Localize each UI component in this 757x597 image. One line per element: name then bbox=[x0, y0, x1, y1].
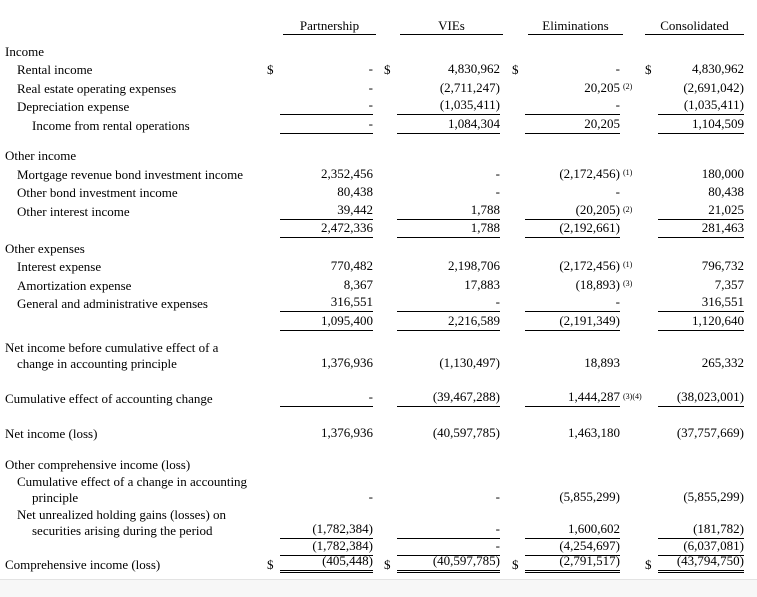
cell-vies: (40,597,785) bbox=[432, 424, 500, 440]
row-net-income-before-cumulative-effect bbox=[5, 339, 744, 372]
cell-partnership: (405,448) bbox=[280, 553, 373, 573]
cell-partnership: 2,352,456 bbox=[321, 165, 373, 181]
cell-consolidated: 4,830,962 bbox=[692, 61, 744, 76]
cell-consolidated: 1,104,509 bbox=[658, 116, 744, 134]
row-label-line2: principle bbox=[32, 490, 79, 505]
cell-partnership: 1,095,400 bbox=[280, 313, 373, 331]
cell-eliminations: 1,600,602 bbox=[525, 521, 620, 539]
footnote-ref: (2) bbox=[623, 204, 633, 214]
row-rental-income bbox=[5, 60, 744, 79]
section-other-income bbox=[5, 146, 744, 165]
row-label: Comprehensive income (loss) bbox=[5, 557, 161, 572]
cell-partnership: - bbox=[368, 489, 373, 504]
cell-vies: (1,035,411) bbox=[397, 97, 500, 115]
row-label: Interest expense bbox=[17, 259, 102, 274]
cell-partnership: - bbox=[280, 97, 373, 115]
cell-consolidated: 7,357 bbox=[714, 276, 744, 292]
row-net-income-loss bbox=[5, 423, 744, 442]
cell-vies: - bbox=[495, 489, 500, 504]
cell-eliminations: (18,893) bbox=[575, 276, 620, 292]
row-cumulative-effect-of-change-in-accounting-principle bbox=[5, 473, 744, 506]
dollar-sign: $ bbox=[645, 557, 652, 572]
cell-eliminations: 18,893 bbox=[584, 354, 620, 370]
cell-vies: 1,788 bbox=[397, 220, 500, 238]
cell-consolidated: 180,000 bbox=[701, 165, 744, 181]
footnote-ref: (3)(4) bbox=[623, 392, 642, 401]
row-other-interest-income bbox=[5, 201, 744, 220]
cell-vies: (2,711,247) bbox=[439, 79, 500, 95]
row-net-unrealized-holding-gains bbox=[5, 506, 744, 539]
cell-eliminations: (2,192,661) bbox=[525, 220, 620, 238]
row-income-from-rental-operations bbox=[5, 115, 744, 134]
page-bottom-strip bbox=[0, 579, 757, 597]
header-row bbox=[5, 18, 744, 35]
cell-partnership: 80,438 bbox=[337, 184, 373, 199]
cell-partnership: 2,472,336 bbox=[280, 220, 373, 238]
cell-vies: 1,788 bbox=[397, 202, 500, 220]
cell-partnership: 39,442 bbox=[280, 202, 373, 220]
cell-partnership: 8,367 bbox=[343, 276, 373, 292]
cell-vies: (40,597,785) bbox=[397, 553, 500, 573]
section-label: Other comprehensive income (loss) bbox=[5, 457, 191, 472]
cell-consolidated: 316,551 bbox=[658, 294, 744, 312]
cell-partnership: (1,782,384) bbox=[280, 538, 373, 556]
cell-consolidated: 796,732 bbox=[701, 258, 744, 273]
section-label: Other income bbox=[5, 148, 77, 163]
footnote-ref: (3) bbox=[623, 278, 633, 288]
row-total-other-expenses bbox=[5, 312, 744, 331]
cell-vies: 2,198,706 bbox=[448, 258, 500, 273]
cell-eliminations: 20,205 bbox=[584, 79, 620, 95]
cell-partnership: (1,782,384) bbox=[280, 521, 373, 539]
cell-eliminations: 1,463,180 bbox=[568, 424, 620, 440]
cell-vies: (1,130,497) bbox=[439, 354, 500, 370]
cell-consolidated: (1,035,411) bbox=[658, 97, 744, 115]
dollar-sign: $ bbox=[645, 62, 652, 77]
row-label bbox=[5, 506, 267, 539]
cell-eliminations: - bbox=[525, 97, 620, 115]
row-general-and-administrative-expenses bbox=[5, 294, 744, 313]
cell-consolidated: (43,794,750) bbox=[658, 553, 744, 573]
cell-eliminations: (2,191,349) bbox=[525, 313, 620, 331]
section-label: Other expenses bbox=[5, 240, 85, 256]
row-interest-expense bbox=[5, 257, 744, 276]
cell-partnership: 770,482 bbox=[330, 258, 373, 273]
cell-vies: 17,883 bbox=[464, 276, 500, 292]
section-other-comprehensive-income bbox=[5, 455, 744, 474]
dollar-sign: $ bbox=[384, 62, 391, 77]
row-label: Mortgage revenue bond investment income bbox=[17, 166, 243, 182]
cell-vies: - bbox=[495, 184, 500, 199]
dollar-sign: $ bbox=[512, 557, 519, 572]
row-label: Cumulative effect of accounting change bbox=[5, 391, 213, 406]
cell-partnership: 1,376,936 bbox=[321, 424, 373, 440]
row-label-line2: change in accounting principle bbox=[17, 355, 177, 371]
dollar-sign: $ bbox=[384, 557, 391, 572]
cell-vies: - bbox=[397, 294, 500, 312]
row-label: Net income (loss) bbox=[5, 425, 98, 441]
cell-consolidated: (38,023,001) bbox=[658, 389, 744, 407]
cell-eliminations: (2,791,517) bbox=[525, 553, 620, 573]
row-label bbox=[5, 473, 267, 506]
column-header-partnership: Partnership bbox=[283, 18, 376, 35]
cell-eliminations: (5,855,299) bbox=[559, 489, 620, 504]
row-total-other-income bbox=[5, 220, 744, 239]
row-label: Income from rental operations bbox=[32, 117, 190, 133]
row-label: General and administrative expenses bbox=[17, 296, 208, 311]
cell-consolidated: 80,438 bbox=[708, 184, 744, 199]
dollar-sign: $ bbox=[267, 557, 274, 572]
cell-vies: 1,084,304 bbox=[397, 116, 500, 134]
row-amortization-expense bbox=[5, 275, 744, 294]
row-label-line1: Cumulative effect of a change in accounting bbox=[17, 474, 248, 489]
cell-partnership: - bbox=[368, 79, 373, 95]
section-other-expenses bbox=[5, 238, 744, 257]
row-cumulative-effect-of-accounting-change bbox=[5, 389, 744, 408]
row-total-other-comprehensive-income bbox=[5, 539, 744, 556]
footnote-ref: (2) bbox=[623, 81, 633, 91]
cell-eliminations: - bbox=[525, 294, 620, 312]
cell-eliminations: (2,172,456) bbox=[559, 258, 620, 273]
row-mortgage-revenue-bond-investment-income bbox=[5, 164, 744, 183]
cell-partnership: 1,376,936 bbox=[321, 354, 373, 370]
row-comprehensive-income-loss bbox=[5, 553, 744, 573]
cell-consolidated: 21,025 bbox=[658, 202, 744, 220]
row-depreciation-expense bbox=[5, 97, 744, 116]
dollar-sign: $ bbox=[512, 62, 519, 77]
cell-eliminations: - bbox=[615, 61, 620, 76]
row-label: Amortization expense bbox=[17, 277, 132, 293]
row-label bbox=[5, 339, 267, 372]
row-label-line1: Net unrealized holding gains (losses) on bbox=[17, 507, 227, 522]
cell-eliminations: - bbox=[615, 184, 620, 199]
cell-consolidated: (6,037,081) bbox=[658, 538, 744, 556]
section-label: Income bbox=[5, 43, 44, 59]
cell-vies: 4,830,962 bbox=[448, 61, 500, 76]
footnote-ref: (1) bbox=[623, 260, 633, 269]
cell-consolidated: (37,757,669) bbox=[676, 424, 744, 440]
cell-vies: - bbox=[397, 538, 500, 556]
footnote-ref: (1) bbox=[623, 167, 633, 177]
cell-partnership: - bbox=[368, 61, 373, 76]
cell-vies: (39,467,288) bbox=[397, 389, 500, 407]
row-real-estate-operating-expenses bbox=[5, 78, 744, 97]
cell-consolidated: (2,691,042) bbox=[683, 79, 744, 95]
cell-vies: - bbox=[397, 521, 500, 539]
cell-consolidated: 281,463 bbox=[658, 220, 744, 238]
section-income bbox=[5, 41, 744, 60]
cell-eliminations: 20,205 bbox=[525, 116, 620, 134]
row-label-line1: Net income before cumulative effect of a bbox=[5, 339, 219, 355]
row-label: Other bond investment income bbox=[17, 185, 178, 200]
column-header-consolidated: Consolidated bbox=[645, 18, 744, 35]
cell-consolidated: 265,332 bbox=[701, 354, 744, 370]
row-label: Other interest income bbox=[17, 203, 130, 219]
cell-partnership: 316,551 bbox=[280, 294, 373, 312]
cell-vies: - bbox=[495, 165, 500, 181]
cell-eliminations: (2,172,456) bbox=[559, 165, 620, 181]
column-header-eliminations: Eliminations bbox=[528, 18, 623, 35]
cell-eliminations: (20,205) bbox=[525, 202, 620, 220]
row-other-bond-investment-income bbox=[5, 183, 744, 202]
dollar-sign: $ bbox=[267, 62, 274, 77]
cell-consolidated: 1,120,640 bbox=[658, 313, 744, 331]
cell-consolidated: (181,782) bbox=[658, 521, 744, 539]
cell-vies: 2,216,589 bbox=[397, 313, 500, 331]
cell-partnership: - bbox=[280, 116, 373, 134]
row-label: Real estate operating expenses bbox=[17, 80, 177, 96]
cell-partnership: - bbox=[280, 389, 373, 407]
cell-eliminations: (4,254,697) bbox=[525, 538, 620, 556]
column-header-vies: VIEs bbox=[400, 18, 503, 35]
row-label: Rental income bbox=[17, 62, 93, 77]
row-label-line2: securities arising during the period bbox=[32, 523, 213, 538]
cell-consolidated: (5,855,299) bbox=[683, 489, 744, 504]
cell-eliminations: 1,444,287 bbox=[525, 389, 620, 407]
row-label: Depreciation expense bbox=[17, 99, 130, 114]
